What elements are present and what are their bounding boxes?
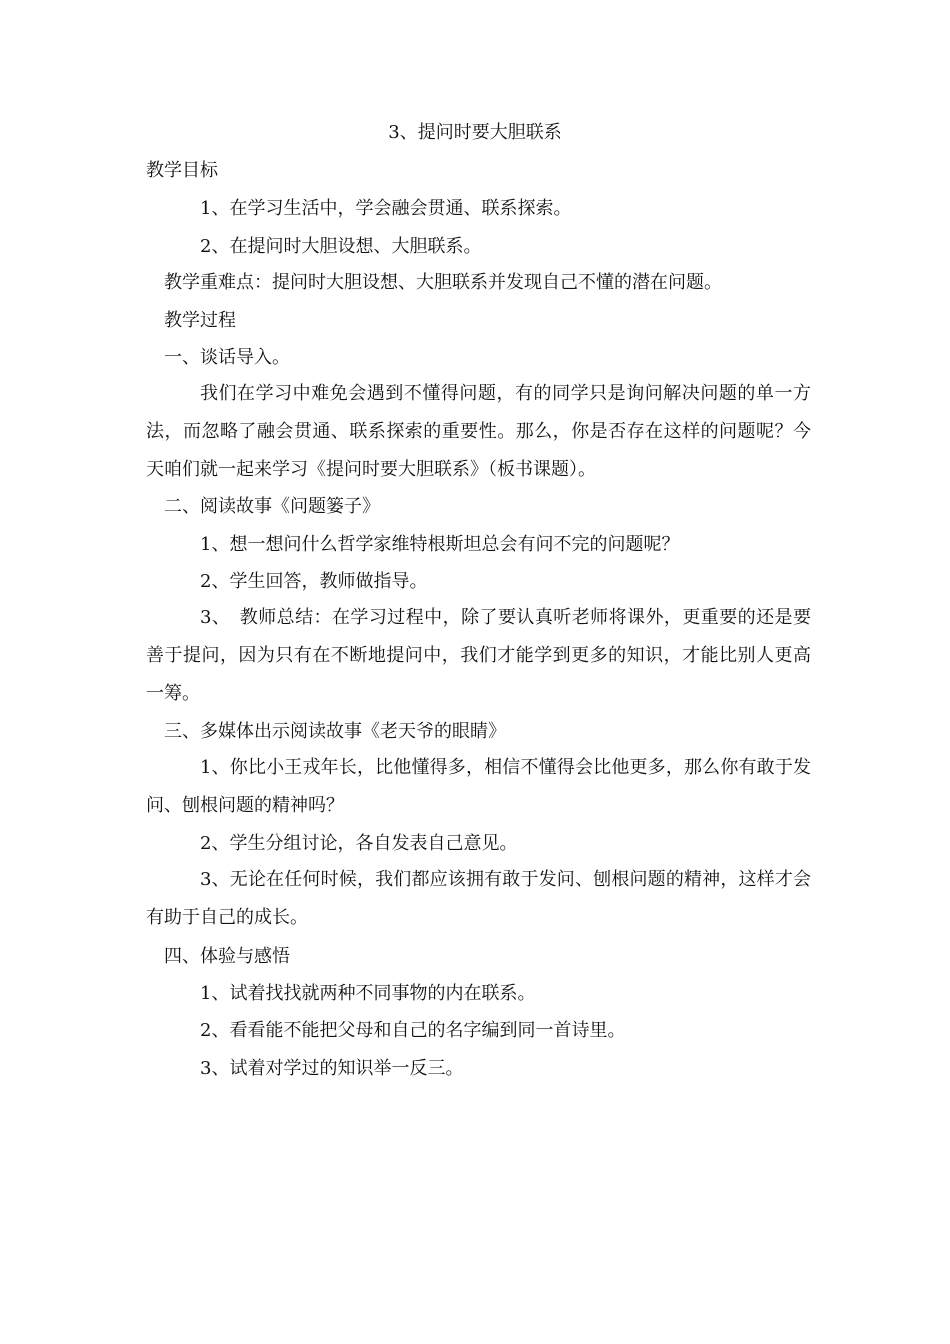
list-item: 2、看看能不能把父母和自己的名字编到同一首诗里。 [200, 1020, 626, 1041]
list-item: 2、学生分组讨论，各自发表自己意见。 [200, 833, 518, 854]
list-item: 2、学生回答，教师做指导。 [200, 571, 428, 592]
section-paragraph: 我们在学习中难免会遇到不懂得问题，有的同学只是询问解决问题的单一方法，而忽略了融会贯通、联系探索的重要性。那么，你是否存在这样的问题呢？今天咱们就一起来学习《提问时要大胆联系》（板书课题）。 [146, 383, 811, 480]
list-item: 3、无论在任何时候，我们都应该拥有敢于发问、刨根问题的精神，这样才会有助于自己的成长。 [146, 869, 811, 928]
objectives-heading: 教学目标 [146, 160, 218, 181]
objective-item: 2、在提问时大胆设想、大胆联系。 [200, 236, 482, 257]
section-heading: 二、阅读故事《问题篓子》 [164, 496, 380, 517]
section-heading: 四、体验与感悟 [164, 946, 290, 967]
list-item: 1、你比小王戎年长，比他懂得多，相信不懂得会比他更多，那么你有敢于发问、刨根问题的精神吗？ [146, 757, 811, 816]
list-item: 3、试着对学过的知识举一反三。 [200, 1058, 464, 1079]
section-heading: 一、谈话导入。 [164, 347, 290, 368]
section-heading: 三、多媒体出示阅读故事《老天爷的眼睛》 [164, 721, 506, 742]
lesson-title: 3、提问时要大胆联系 [388, 122, 562, 143]
key-points: 教学重难点：提问时大胆设想、大胆联系并发现自己不懂的潜在问题。 [164, 272, 722, 293]
list-item: 1、试着找找就两种不同事物的内在联系。 [200, 983, 536, 1004]
list-item: 3、 教师总结：在学习过程中，除了要认真听老师将课外，更重要的还是要善于提问，因为只有在不断地提问中，我们才能学到更多的知识，才能比别人更高一筹。 [146, 607, 811, 704]
process-heading: 教学过程 [164, 310, 236, 331]
list-item: 1、想一想问什么哲学家维特根斯坦总会有问不完的问题呢？ [200, 534, 680, 555]
objective-item: 1、在学习生活中，学会融会贯通、联系探索。 [200, 198, 572, 219]
